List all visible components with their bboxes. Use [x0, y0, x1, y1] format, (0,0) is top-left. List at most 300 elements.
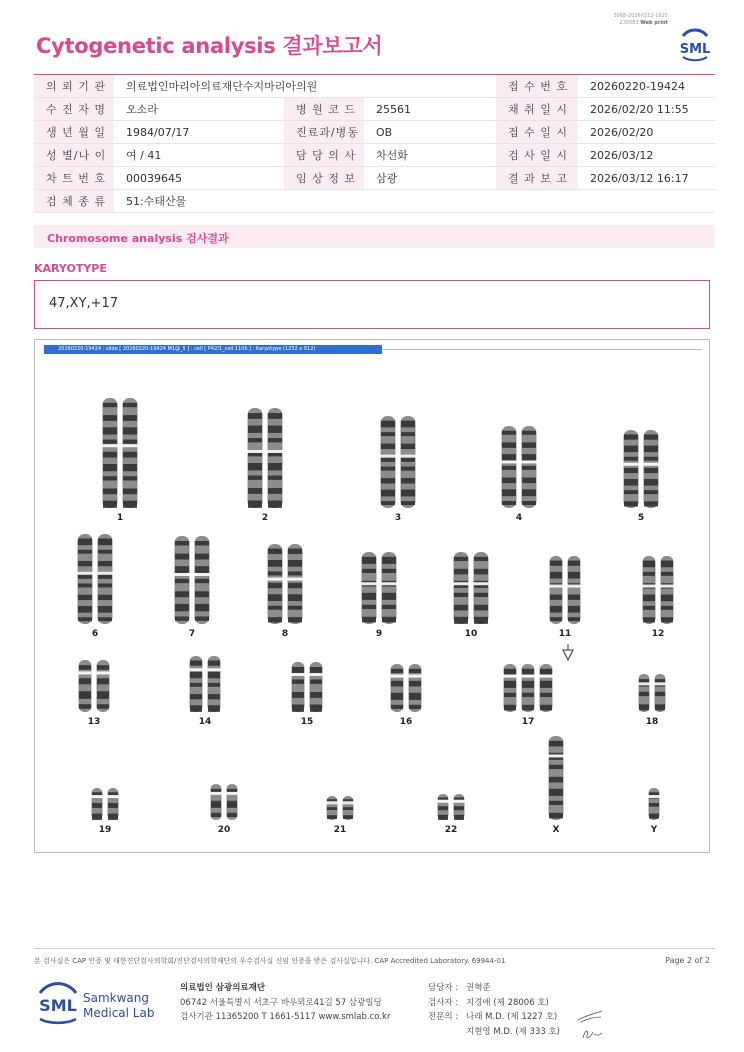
info-label: 임 상 정 보 [284, 167, 364, 190]
centromere [623, 463, 640, 466]
chromosome-band [268, 617, 282, 622]
chromosome-band [310, 692, 322, 698]
chromosome-band [504, 669, 516, 675]
chromosome-band [504, 693, 516, 697]
chromosome-band [568, 606, 580, 613]
chromosome-band [454, 806, 464, 810]
centromere [102, 444, 119, 447]
chromosome-band [522, 431, 536, 435]
chromosome-band [401, 501, 415, 505]
chromosome-pair-5 [623, 430, 660, 508]
chromosome-label: 10 [464, 629, 478, 639]
page-number: Page 2 of 2 [665, 956, 710, 965]
chromosome-band [568, 617, 580, 621]
chromosome-pair-9 [361, 552, 398, 624]
karyotype-image-panel [34, 339, 710, 853]
chromosome-band [550, 606, 562, 613]
chromosome-band [381, 467, 395, 471]
chromosome-band [362, 569, 376, 573]
chromosome-band [522, 669, 534, 675]
staff-row: 담당자 : 권혁준 [428, 983, 491, 993]
centromere [291, 673, 306, 676]
chromosome-pair-6 [77, 534, 114, 624]
chromosome-band [438, 806, 448, 810]
chromosome-band [649, 814, 659, 819]
centromere [521, 460, 538, 463]
centromere [77, 572, 94, 575]
centromere [453, 582, 470, 585]
chromosome-band [362, 605, 376, 609]
info-value: 51:수태산물 [114, 190, 715, 213]
chromosome-band [175, 616, 189, 620]
chromosome-pair-12 [642, 556, 675, 624]
chromosome-band [208, 705, 220, 712]
chromosome-label: 11 [558, 629, 572, 639]
chromosome-label: 16 [399, 717, 413, 727]
chromosome-band [248, 413, 262, 419]
chromosome-band [381, 444, 395, 449]
chromosome-band [381, 421, 395, 428]
report-title: Cytogenetic analysis 결과보고서 [36, 34, 383, 58]
chromosome-band [268, 426, 282, 433]
chromosome-band [292, 705, 304, 712]
chromosome-pair-2 [247, 408, 284, 508]
chromosome-band [540, 705, 552, 711]
chromosome-band [639, 704, 649, 710]
info-row [34, 75, 715, 98]
centromere [189, 668, 204, 671]
chromosome-band [381, 432, 395, 436]
chromosome-band [98, 606, 112, 613]
chromosome-band [550, 595, 562, 600]
chromosome-band [108, 814, 118, 820]
chromosome-pair-19 [91, 788, 120, 820]
centromere [660, 585, 675, 588]
chromosome-band [474, 605, 488, 611]
chromosome-band [381, 501, 395, 505]
chromosome-pair-4 [501, 426, 538, 508]
chromosome-band [78, 606, 92, 613]
chromosome-band [190, 683, 202, 687]
chromosome-band [195, 616, 209, 620]
chromosome-band [123, 427, 137, 434]
chromosome-band [522, 681, 534, 688]
centromere [287, 578, 304, 581]
chromosome-band [175, 604, 189, 611]
chromosome-band [195, 541, 209, 545]
chromosome-band [644, 446, 658, 453]
chromosome-band [190, 672, 202, 679]
chromosome-band [474, 617, 488, 624]
chromosome-band [522, 454, 536, 461]
chromosome-band [79, 691, 91, 699]
chromosome-band [123, 488, 137, 494]
chromosome-band [409, 669, 421, 673]
info-label: 접 수 일 시 [496, 121, 578, 144]
chromosome-band [288, 594, 302, 601]
chromosome-band [78, 550, 92, 554]
centromere [207, 668, 222, 671]
info-value: 2026/02/20 [578, 121, 715, 144]
chromosome-band [502, 501, 516, 505]
info-label: 담 당 의 사 [284, 144, 364, 167]
chromosome-band [123, 501, 137, 508]
chromosome-band [474, 569, 488, 575]
chromosome-band [78, 595, 92, 600]
samkwang-logo-icon [36, 981, 166, 1027]
chromosome-band [661, 606, 673, 610]
chromosome-band [644, 490, 658, 494]
chromosome-band [268, 560, 282, 567]
chromosome-pair-20 [210, 784, 239, 820]
chromosome-band [227, 813, 237, 817]
section-title: Chromosome analysis 검사결과 [34, 225, 715, 248]
chromosome-band [522, 478, 536, 484]
chromosome-band [123, 464, 137, 471]
centromere [326, 801, 339, 804]
centromere [210, 792, 223, 795]
chromosome-band [92, 803, 102, 808]
chromosome-band [268, 571, 282, 575]
chromosome-band [175, 554, 189, 560]
chromosome-band [568, 561, 580, 566]
chromosome-band [643, 572, 655, 576]
chromosome-band [644, 434, 658, 439]
chromosome-band [454, 593, 468, 597]
chromosome-band [540, 681, 552, 688]
chromosome-band [391, 669, 403, 673]
chromosome-band [522, 693, 534, 697]
chromosome-pair-8 [267, 544, 304, 624]
info-label: 결 과 보 고 [496, 167, 578, 190]
chromosome-label: 22 [444, 825, 458, 835]
chromosome-label: 6 [91, 629, 99, 639]
chromosome-band [343, 815, 353, 819]
patient-info-table [34, 74, 715, 213]
centromere [381, 582, 398, 585]
chromosome-band [92, 814, 102, 820]
organization-info: 의료법인 삼광의료재단 06742 서울특별시 서초구 바우뫼로41길 57 삼광빌딩 검사기관 11365200 T 1661-5117 www.smlab.co.kr [180, 983, 391, 1022]
chromosome-band [362, 593, 376, 600]
chromosome-band [98, 595, 112, 600]
chromosome-band [644, 479, 658, 486]
chromosome-band [549, 801, 563, 805]
chromosome-band [310, 680, 322, 684]
chromosome-band [438, 815, 448, 820]
chromosome [568, 556, 581, 624]
chromosome-pair-10 [453, 552, 490, 624]
signature-image [575, 1008, 607, 1042]
chromosome-band [502, 431, 516, 435]
chromosome-band [292, 680, 304, 684]
chromosome-band [540, 669, 552, 675]
centromere [96, 671, 111, 674]
chromosome-band [661, 572, 673, 576]
chromosome-band [624, 457, 638, 461]
centromere [267, 450, 284, 453]
centromere [549, 585, 564, 588]
chromosome-band [409, 681, 421, 687]
chromosome-band [208, 672, 220, 679]
chromosome-band [522, 442, 536, 448]
info-row [34, 144, 715, 167]
chromosome-band [103, 488, 117, 494]
chromosome-band [624, 479, 638, 486]
chromosome-label: 2 [261, 513, 269, 523]
chromosome-label: 8 [281, 629, 289, 639]
chromosome-band [97, 678, 109, 684]
chromosome-band [78, 617, 92, 621]
chromosome-band [502, 489, 516, 496]
chromosome-band [343, 807, 353, 810]
chromosome-band [382, 617, 396, 623]
centromere [91, 795, 104, 798]
centromere [643, 463, 660, 466]
chromosome-band [268, 413, 282, 419]
chromosome-band [98, 539, 112, 546]
chromosome-band [454, 569, 468, 575]
chromosome-band [381, 490, 395, 497]
chromosome-band [643, 561, 655, 568]
chromosome-label: 21 [333, 825, 347, 835]
chromosome-band [175, 566, 189, 573]
chromosome-band [502, 442, 516, 448]
chromosome-band [248, 426, 262, 433]
chromosome-pair-14 [189, 656, 222, 712]
chromosome-band [123, 415, 137, 421]
chromosome-band [624, 501, 638, 506]
chromosome-pair-X [548, 736, 565, 820]
info-row [34, 190, 715, 213]
chromosome-band [190, 660, 202, 665]
chromosome-band [540, 693, 552, 697]
info-value: 삼광 [364, 167, 496, 190]
chromosome-band [549, 765, 563, 769]
chromosome-band [97, 691, 109, 699]
chromosome-band [195, 554, 209, 560]
chromosome-band [550, 617, 562, 621]
chromosome-band [103, 501, 117, 508]
chromosome-band [208, 660, 220, 665]
chromosome-band [288, 560, 302, 567]
chromosome-band [103, 476, 117, 480]
chromosome-band [79, 665, 91, 670]
info-label: 수 진 자 명 [34, 98, 114, 121]
centromere [97, 572, 114, 575]
chromosome-label: 19 [98, 825, 112, 835]
info-value: 1984/07/17 [114, 121, 284, 144]
chromosome-band [655, 704, 665, 710]
chromosome-band [288, 571, 302, 575]
chromosome-band [175, 591, 189, 597]
info-row [34, 167, 715, 190]
document-code: 3068-20260312-1625 230083 Web print [613, 13, 668, 26]
chromosome-band [79, 678, 91, 684]
chromosome-band [502, 466, 516, 470]
chromosome-band [401, 490, 415, 497]
chromosome-band [624, 434, 638, 439]
chromosome-band [549, 789, 563, 796]
chromosome [550, 556, 563, 624]
chromosome-band [522, 489, 536, 496]
chromosome-band [208, 694, 220, 699]
centromere [453, 800, 466, 803]
centromere [390, 675, 405, 678]
centromere [400, 455, 417, 458]
chromosome-band [103, 464, 117, 471]
centromere [107, 795, 120, 798]
karyotype-label: KARYOTYPE [34, 262, 107, 275]
info-label: 생 년 월 일 [34, 121, 114, 144]
chromosome-band [268, 438, 282, 442]
chromosome-band [195, 579, 209, 583]
chromosome-band [310, 705, 322, 712]
chromosome-band [268, 583, 282, 588]
chromosome-label: Y [650, 825, 658, 835]
centromere [548, 754, 565, 757]
info-label: 진료과/병동 [284, 121, 364, 144]
centromere [501, 460, 518, 463]
chromosome-band [401, 478, 415, 483]
chromosome-band [502, 478, 516, 484]
chromosome-band [401, 444, 415, 449]
chromosome-band [268, 549, 282, 554]
centromere [78, 671, 93, 674]
info-value: 여 / 41 [114, 144, 284, 167]
staff-row: 지현영 M.D. (제 333 호) [466, 1026, 561, 1037]
chromosome-band [98, 561, 112, 566]
chromosome-band [327, 815, 337, 819]
chromosome-band [123, 403, 137, 407]
chromosome-band [522, 466, 536, 470]
chromosome-band [190, 705, 202, 712]
sml-logo-icon [676, 26, 714, 64]
chromosome-pair-11 [549, 556, 582, 624]
chromosome-pair-1 [102, 398, 139, 508]
chromosome-band [655, 692, 665, 696]
chromosome-band [391, 705, 403, 709]
info-value: 2026/03/12 16:17 [578, 167, 715, 190]
chromosome-band [549, 813, 563, 819]
chromosome-band [382, 569, 396, 573]
staff-row: 검사자 : 지경애 (제 28006 호) [428, 997, 549, 1008]
chromosome-band [103, 440, 117, 444]
chromosome-band [175, 579, 189, 583]
centromere [503, 675, 518, 678]
chromosome-band [409, 693, 421, 700]
svg-text:Medical Lab: Medical Lab [83, 1006, 155, 1020]
chromosome-band [504, 705, 516, 711]
chromosome-band [382, 605, 396, 609]
staff-list [428, 981, 560, 1039]
chromosome-band [248, 501, 262, 508]
chromosome-band [195, 566, 209, 573]
chromosome-band [78, 561, 92, 566]
chromosome-band [568, 572, 580, 579]
info-value: 차선화 [364, 144, 496, 167]
karyogram-image [35, 340, 709, 852]
chromosome-pair-22 [437, 794, 466, 820]
chromosome-band [288, 617, 302, 622]
chromosome-band [103, 427, 117, 434]
chromosome-band [248, 476, 262, 480]
chromosome-band [454, 605, 468, 611]
chromosome-band [624, 446, 638, 453]
chromosome-band [288, 606, 302, 610]
chromosome-band [661, 561, 673, 568]
chromosome-band [502, 454, 516, 461]
centromere [342, 801, 355, 804]
chromosome-band [103, 403, 117, 407]
chromosome-band [549, 777, 563, 783]
info-value: 20260220-19424 [578, 75, 715, 98]
chromosome-band [108, 803, 118, 808]
chromosome-band [98, 584, 112, 588]
chromosome-band [550, 561, 562, 566]
info-row [34, 98, 715, 121]
chromosome-band [568, 595, 580, 600]
accreditation-notice: 본 검사실은 CAP 인증 및 대한진단검사의학회/진단검사의학재단의 우수검사실 신임 인증을 받은 검사실입니다. CAP Accredited Laboratory. 69944-01 [34, 957, 506, 965]
chromosome-label: 7 [188, 629, 196, 639]
chromosome-band [382, 593, 396, 600]
chromosome-pair-Y [648, 788, 661, 820]
chromosome-band [195, 591, 209, 597]
chromosome-band [208, 683, 220, 687]
chromosome-label: 18 [645, 717, 659, 727]
svg-text:Samkwang: Samkwang [83, 991, 149, 1005]
chromosome-band [661, 595, 673, 602]
chromosome-label: 4 [515, 513, 523, 523]
chromosome-band [248, 438, 262, 442]
chromosome-pair-7 [174, 536, 211, 624]
chromosome-pair-16 [390, 664, 423, 712]
chromosome-band [391, 693, 403, 700]
chromosome-band [474, 593, 488, 597]
chromosome-band [549, 741, 563, 747]
chromosome-band [454, 557, 468, 561]
chromosome-band [643, 606, 655, 610]
centromere [567, 585, 582, 588]
chromosome-band [504, 681, 516, 688]
chromosome-band [123, 476, 137, 480]
chromosome-band [268, 488, 282, 494]
info-value: 2026/03/12 [578, 144, 715, 167]
info-value: 25561 [364, 98, 496, 121]
chromosome-band [624, 490, 638, 494]
slide-caption: 20260220-19424 : slide [ 20260220-19424 M1@_5 ] : cell [ P42/1_cell.1106 ] : Karyotype (1232 x 912) [44, 345, 382, 354]
chromosome-band [211, 813, 221, 817]
info-label: 성 별/나 이 [34, 144, 114, 167]
chromosome [474, 552, 489, 624]
centromere [309, 673, 324, 676]
info-label: 병 원 코 드 [284, 98, 364, 121]
svg-text:SML: SML [39, 996, 77, 1015]
info-value: OB [364, 121, 496, 144]
chromosome-band [248, 488, 262, 494]
chromosome-band [362, 557, 376, 564]
info-value: 2026/02/20 11:55 [578, 98, 715, 121]
chromosome-pair-18 [638, 674, 667, 712]
chromosome-band [391, 681, 403, 687]
centromere [437, 800, 450, 803]
divider [382, 349, 702, 350]
info-label: 차 트 번 호 [34, 167, 114, 190]
divider [34, 948, 715, 949]
centromere [226, 792, 239, 795]
chromosome-band [409, 705, 421, 709]
chromosome-label: 17 [521, 717, 535, 727]
karyotype-result: 47,XY,+17 [34, 280, 710, 329]
